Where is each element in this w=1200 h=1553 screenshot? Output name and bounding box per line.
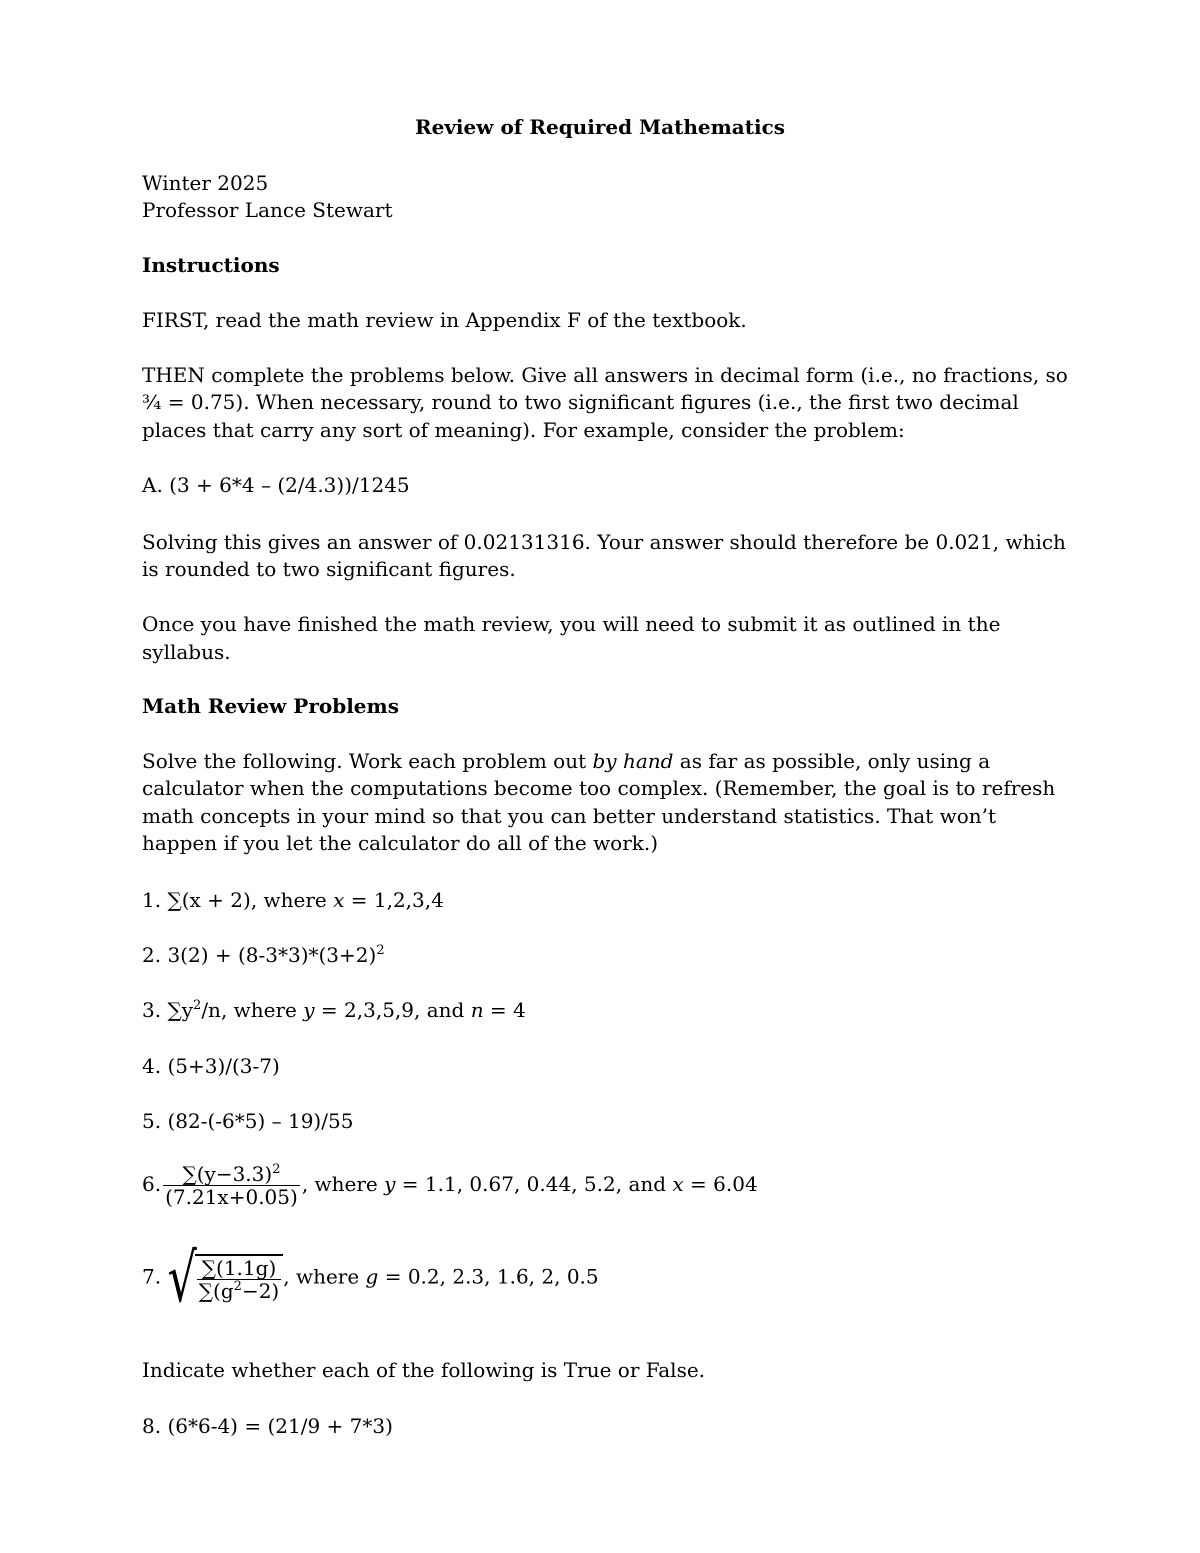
problem-7-number: 7. [142,1264,162,1289]
problem-4: 4. (5+3)/(3-7) [142,1054,280,1078]
problem-7-fraction [197,1257,281,1302]
problem-1-variable: x [333,888,345,912]
solve-intro-line-3: math concepts in your mind so that you can better understand statistics. That won’t [142,804,997,828]
solve-intro-line-1 [142,748,990,775]
solve-intro-text-b: as far as possible, only using a [673,749,991,773]
problem-6-numerator-exponent: 2 [272,1162,281,1177]
problem-1 [142,887,444,914]
example-problem: A. (3 + 6*4 – (2/4.3))/1245 [142,473,410,497]
instructions-first: FIRST, read the math review in Appendix F of the textbook. [142,308,747,332]
problem-6-numerator-text: ∑(y−3.3) [182,1162,273,1186]
problem-3-values: = 2,3,5,9, and [314,998,471,1022]
problem-1-values: = 1,2,3,4 [344,888,444,912]
instructions-then-line-3: places that carry any sort of meaning). For example, consider the problem: [142,418,905,442]
problem-6-denominator: (7.21x+0.05) [165,1185,298,1209]
problem-3-exponent: 2 [193,998,202,1013]
problem-6-numerator [163,1163,300,1185]
solve-intro-text-a: Solve the following. Work each problem out [142,749,593,773]
problem-7-denominator-exponent: 2 [233,1279,242,1294]
problem-2-exponent: 2 [376,943,385,958]
problem-7-where: , where [283,1264,366,1289]
term-line: Winter 2025 [142,171,269,195]
problem-7-radicand [195,1254,283,1302]
problem-1-where: , where [250,888,334,912]
problem-3-expression-a: ∑y [167,998,194,1022]
instructions-heading: Instructions [142,253,280,277]
problem-5: 5. (82-(-6*5) – 19)/55 [142,1109,354,1133]
problem-6-fraction [163,1163,300,1208]
problem-3 [142,997,526,1024]
solving-line-1: Solving this gives an answer of 0.02131316. Your answer should therefore be 0.021, which [142,530,1066,554]
submit-line-2: syllabus. [142,640,231,664]
problem-6-x-value: = 6.04 [683,1172,758,1196]
problem-3-where: , where [220,998,304,1022]
submit-line-1: Once you have finished the math review, you will need to submit it as outlined in the [142,612,1001,636]
solve-intro-line-2: calculator when the computations become too complex. (Remember, the goal is to refresh [142,776,1056,800]
problem-2-expression: 2. 3(2) + (8-3*3)*(3+2) [142,943,377,967]
problem-6-variable-y: y [384,1172,396,1196]
instructions-then-line-2: ¾ = 0.75). When necessary, round to two significant figures (i.e., the first two decimal [142,390,1019,414]
problem-7-numerator: ∑(1.1g) [201,1256,277,1280]
radical-sign-icon: √ [167,1238,197,1318]
problem-6 [142,1163,758,1208]
problem-3-expression-b: /n [201,998,221,1022]
problem-6-values: = 1.1, 0.67, 0.44, 5.2, and [395,1172,673,1196]
problem-7-variable: g [365,1264,379,1289]
problem-1-expression: ∑(x + 2) [167,888,251,912]
problem-6-number: 6. [142,1172,162,1196]
problem-8: 8. (6*6-4) = (21/9 + 7*3) [142,1414,393,1438]
solve-intro-emphasis: by hand [592,749,674,773]
document-title: Review of Required Mathematics [414,115,786,139]
problem-3-number: 3. [142,998,162,1022]
problem-7-values: = 0.2, 2.3, 1.6, 2, 0.5 [378,1264,599,1289]
problem-7-denominator-a: ∑(g [198,1279,234,1303]
solving-line-2: is rounded to two significant figures. [142,557,516,581]
problem-3-n-value: = 4 [483,998,526,1022]
problems-heading: Math Review Problems [142,694,399,718]
problem-6-variable-x: x [672,1172,684,1196]
problem-6-where: , where [301,1172,385,1196]
problem-3-variable-n: n [470,998,484,1022]
problem-1-number: 1. [142,888,162,912]
professor-line: Professor Lance Stewart [142,198,393,222]
solve-intro-line-4: happen if you let the calculator do all of the work.) [142,831,659,855]
problem-7-denominator [197,1279,281,1302]
problem-3-variable-y: y [303,998,315,1022]
true-false-intro: Indicate whether each of the following is True or False. [142,1358,706,1382]
problem-2 [142,942,385,969]
problem-7 [142,1238,599,1318]
instructions-then-line-1: THEN complete the problems below. Give all answers in decimal form (i.e., no fractions, so [142,363,1068,387]
problem-7-denominator-b: −2) [241,1279,280,1303]
problem-7-square-root [167,1238,283,1318]
